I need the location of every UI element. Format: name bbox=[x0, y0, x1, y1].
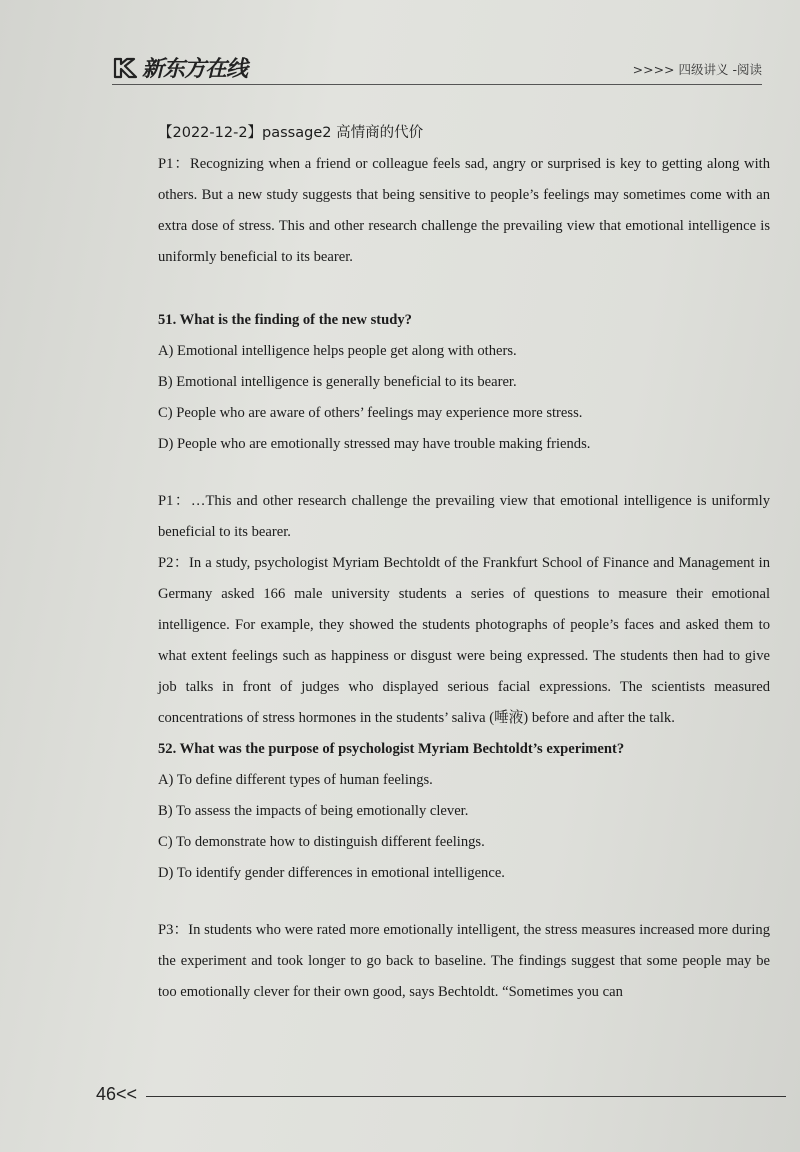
question-51: 51. What is the finding of the new study? bbox=[158, 312, 412, 328]
spacer bbox=[158, 889, 770, 915]
section-title: >>>> 四级讲义 -阅读 bbox=[632, 62, 762, 77]
header-rule bbox=[112, 84, 762, 85]
question-51-option-d: D) People who are emotionally stressed may have trouble making friends. bbox=[158, 436, 591, 452]
logo-text: 新东方在线 bbox=[142, 57, 248, 82]
question-52-option-b: B) To assess the impacts of being emotionally clever. bbox=[158, 803, 469, 819]
logo bbox=[112, 52, 247, 83]
paragraph-p1: P1：Recognizing when a friend or colleague feels sad, angry or surprised is key to getting along with others. But a new study suggests that being sensitive to people’s feelings may sometimes come with an extra dose of stress. This and other research challenge the prevailing view that emotional intelligence is uniformly beneficial to its bearer. bbox=[158, 156, 770, 265]
page-footer bbox=[96, 1084, 786, 1108]
paragraph-p1-excerpt: P1：…This and other research challenge the prevailing view that emotional intelligence is uniformly beneficial to its bearer. bbox=[158, 493, 770, 540]
page-header bbox=[112, 48, 762, 88]
question-52: 52. What was the purpose of psychologist Myriam Bechtoldt’s experiment? bbox=[158, 741, 625, 757]
spacer bbox=[158, 460, 770, 486]
question-52-option-a: A) To define different types of human feelings. bbox=[158, 772, 433, 788]
question-51-option-c: C) People who are aware of others’ feelings may experience more stress. bbox=[158, 405, 583, 421]
logo-mark-icon bbox=[112, 55, 138, 81]
paragraph-p2: P2：In a study, psychologist Myriam Bechtoldt of the Frankfurt School of Finance and Management in Germany asked 166 male university students a series of questions to measure their emotional intelligence. For example, they showed the students photographs of people’s faces and asked them to what extent feelings such as happiness or disgust were being expressed. The students then had to give job talks in front of judges who displayed serious facial expressions. The scientists measured concentrations of stress hormones in the students’ saliva (唾液) before and after the talk. bbox=[158, 555, 770, 726]
footer-rule bbox=[146, 1096, 786, 1097]
question-52-option-d: D) To identify gender differences in emotional intelligence. bbox=[158, 865, 505, 881]
question-52-option-c: C) To demonstrate how to distinguish different feelings. bbox=[158, 834, 485, 850]
passage-title: 【2022-12-2】passage2 高情商的代价 bbox=[158, 125, 424, 141]
spacer bbox=[158, 273, 770, 305]
page-number: 46<< bbox=[96, 1084, 138, 1104]
question-51-option-b: B) Emotional intelligence is generally beneficial to its bearer. bbox=[158, 374, 517, 390]
question-51-option-a: A) Emotional intelligence helps people get along with others. bbox=[158, 343, 517, 359]
paragraph-p3: P3：In students who were rated more emotionally intelligent, the stress measures increased more during the experiment and took longer to go back to baseline. The findings suggest that some people may be too emotionally clever for their own good, says Bechtoldt. “Sometimes you can bbox=[158, 922, 770, 1000]
page-content bbox=[158, 118, 770, 1008]
